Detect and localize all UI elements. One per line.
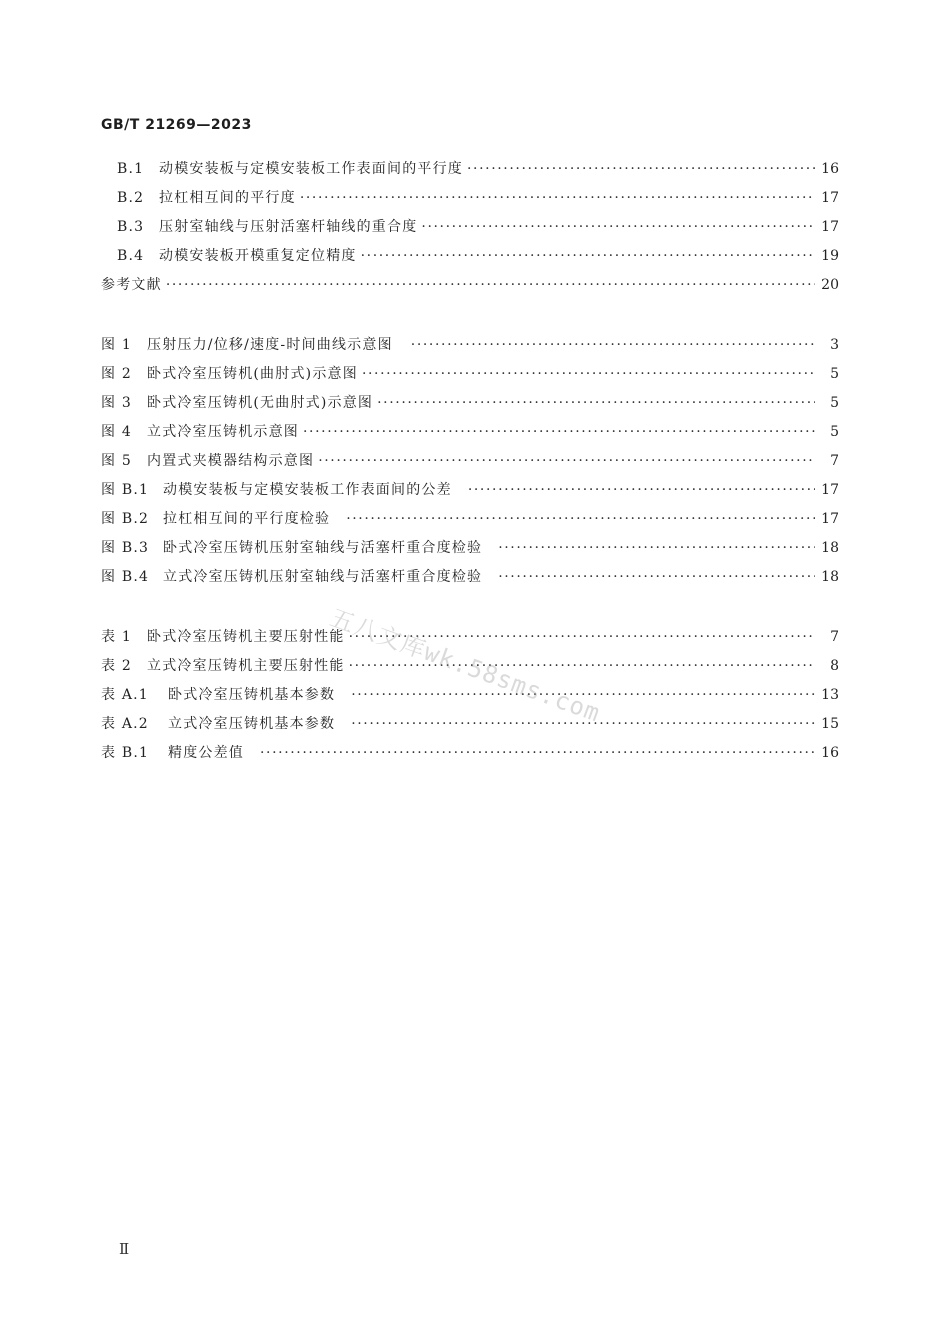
- figure-title: 卧式冷室压铸机(曲肘式)示意图: [147, 366, 358, 382]
- table-entry[interactable]: [101, 684, 839, 706]
- toc-entry[interactable]: [117, 187, 839, 209]
- figure-title: 立式冷室压铸机压射室轴线与活塞杆重合度检验: [163, 569, 483, 585]
- leader-dots: [468, 479, 815, 501]
- table-title: 精度公差值: [168, 745, 244, 761]
- table-page: 16: [821, 745, 839, 761]
- toc-entry[interactable]: [117, 245, 839, 267]
- table-number: 表 B.1: [101, 745, 150, 761]
- toc-entry[interactable]: [117, 216, 839, 238]
- table-number: 表 2: [101, 658, 132, 674]
- figure-page: 5: [830, 424, 839, 440]
- figure-title: 压射压力/位移/速度-时间曲线示意图: [147, 337, 393, 353]
- figure-number: 图 2: [101, 366, 132, 382]
- toc-entry-page: 16: [821, 161, 839, 177]
- figure-entry[interactable]: [101, 566, 839, 588]
- figure-entry[interactable]: [101, 537, 839, 559]
- figure-entry[interactable]: [101, 392, 839, 414]
- table-entry[interactable]: [101, 626, 839, 648]
- table-number: 表 A.2: [101, 716, 149, 732]
- figure-number: 图 1: [101, 337, 132, 353]
- figure-page: 3: [830, 337, 839, 353]
- figure-number: 图 B.1: [101, 482, 150, 498]
- leader-dots: [318, 450, 815, 472]
- toc-entry-number: B.1: [117, 161, 145, 177]
- figure-number: 图 5: [101, 453, 132, 469]
- leader-dots: [498, 537, 815, 559]
- toc-entry-title: 动模安装板开模重复定位精度: [159, 248, 357, 264]
- leader-dots: [300, 187, 815, 209]
- leader-dots: [467, 158, 815, 180]
- leader-dots: [498, 566, 815, 588]
- figure-number: 图 B.4: [101, 569, 150, 585]
- table-number: 表 1: [101, 629, 132, 645]
- figure-page: 18: [821, 540, 839, 556]
- table-title: 立式冷室压铸机主要压射性能: [147, 658, 345, 674]
- toc-entry-number: B.4: [117, 248, 145, 264]
- toc-entry-title: 参考文献: [101, 277, 162, 293]
- figure-number: 图 4: [101, 424, 132, 440]
- figure-number: 图 B.2: [101, 511, 150, 527]
- leader-dots: [377, 392, 815, 414]
- figure-entry[interactable]: [101, 508, 839, 530]
- leader-dots: [361, 245, 815, 267]
- figure-number: 图 B.3: [101, 540, 150, 556]
- leader-dots: [362, 363, 815, 385]
- toc-entry-page: 19: [821, 248, 839, 264]
- table-title: 卧式冷室压铸机主要压射性能: [147, 629, 345, 645]
- figure-page: 7: [830, 453, 839, 469]
- figure-entry[interactable]: [101, 450, 839, 472]
- toc-entry-references[interactable]: [101, 274, 839, 296]
- figure-title: 卧式冷室压铸机(无曲肘式)示意图: [147, 395, 374, 411]
- toc-entry-page: 17: [821, 219, 839, 235]
- toc-entry-title: 拉杠相互间的平行度: [159, 190, 296, 206]
- leader-dots: [411, 334, 815, 356]
- toc-entry-title: 动模安装板与定模安装板工作表面间的平行度: [159, 161, 463, 177]
- table-page: 8: [830, 658, 839, 674]
- leader-dots: [166, 274, 815, 296]
- toc-entry-page: 17: [821, 190, 839, 206]
- figure-page: 18: [821, 569, 839, 585]
- page-number: Ⅱ: [119, 1240, 130, 1258]
- figure-title: 卧式冷室压铸机压射室轴线与活塞杆重合度检验: [163, 540, 483, 556]
- table-title: 立式冷室压铸机基本参数: [168, 716, 336, 732]
- table-number: 表 A.1: [101, 687, 149, 703]
- watermark: 五八文库wk.58sms.com: [326, 603, 605, 728]
- figure-page: 17: [821, 511, 839, 527]
- toc-entry-page: 20: [821, 277, 839, 293]
- figure-title: 动模安装板与定模安装板工作表面间的公差: [163, 482, 452, 498]
- leader-dots: [421, 216, 815, 238]
- leader-dots: [346, 508, 815, 530]
- figure-entry[interactable]: [101, 334, 839, 356]
- table-entry[interactable]: [101, 713, 839, 735]
- figure-page: 5: [830, 395, 839, 411]
- leader-dots: [303, 421, 815, 443]
- toc-entry-number: B.2: [117, 190, 145, 206]
- figure-page: 17: [821, 482, 839, 498]
- toc-entry-title: 压射室轴线与压射活塞杆轴线的重合度: [159, 219, 418, 235]
- figure-page: 5: [830, 366, 839, 382]
- figure-entry[interactable]: [101, 363, 839, 385]
- figure-title: 内置式夹模器结构示意图: [147, 453, 315, 469]
- figure-entry[interactable]: [101, 421, 839, 443]
- table-page: 7: [830, 629, 839, 645]
- figure-entry[interactable]: [101, 479, 839, 501]
- table-entry[interactable]: [101, 742, 839, 764]
- table-page: 15: [821, 716, 839, 732]
- table-page: 13: [821, 687, 839, 703]
- figure-number: 图 3: [101, 395, 132, 411]
- figure-title: 拉杠相互间的平行度检验: [163, 511, 331, 527]
- toc-entry[interactable]: [117, 158, 839, 180]
- document-number: GB/T 21269—2023: [101, 117, 252, 133]
- toc-entry-number: B.3: [117, 219, 145, 235]
- leader-dots: [260, 742, 815, 764]
- figure-title: 立式冷室压铸机示意图: [147, 424, 299, 440]
- table-title: 卧式冷室压铸机基本参数: [168, 687, 336, 703]
